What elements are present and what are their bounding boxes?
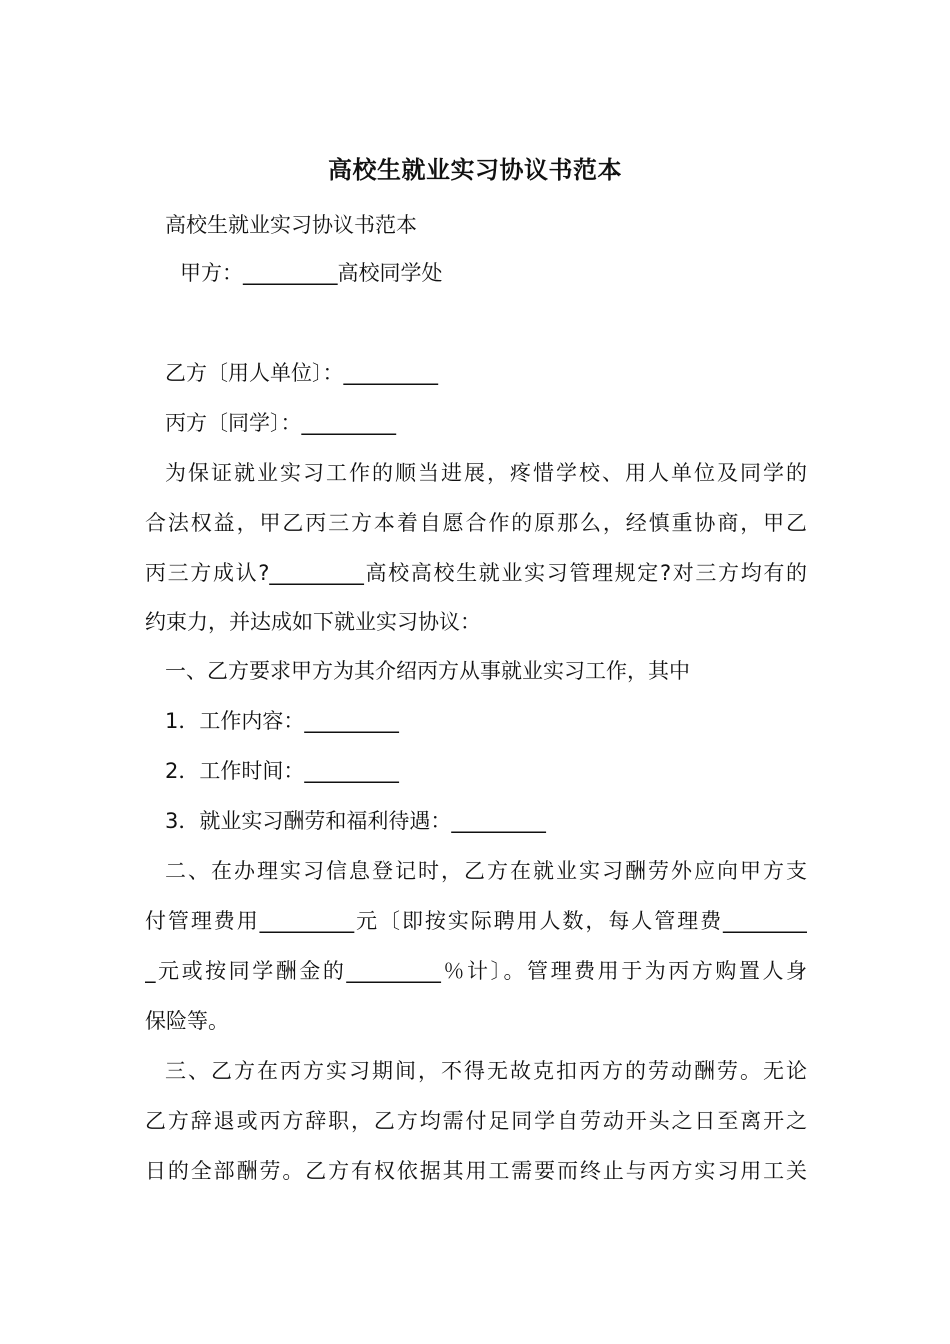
clause-2-line: 二、在办理实习信息登记时，乙方在就业实习酬劳外应向甲方支	[165, 859, 807, 883]
clause-3-line: 日的全部酬劳。乙方有权依据其用工需要而终止与丙方实习用工关	[145, 1159, 807, 1183]
subtitle-line: 高校生就业实习协议书范本	[165, 213, 417, 237]
clause-item-3: 3．就业实习酬劳和福利待遇：_________	[165, 809, 546, 833]
paragraph-line: 合法权益，甲乙丙三方本着自愿合作的原那么，经慎重协商，甲乙	[145, 511, 807, 535]
paragraph-line: 丙三方成认?_________高校高校生就业实习管理规定?对三方均有的	[145, 561, 807, 585]
party-a-line: 甲方：_________高校同学处	[180, 261, 443, 285]
clause-3-line: 三、乙方在丙方实习期间，不得无故克扣丙方的劳动酬劳。无论	[165, 1059, 807, 1083]
clause-2-line: 付管理费用_________元〔即按实际聘用人数，每人管理费________	[145, 909, 807, 933]
clause-item-1: 1．工作内容：_________	[165, 709, 399, 733]
paragraph-line: 为保证就业实习工作的顺当进展，疼惜学校、用人单位及同学的	[165, 461, 807, 485]
clause-3-line: 乙方辞退或丙方辞职，乙方均需付足同学自劳动开头之日至离开之	[145, 1109, 807, 1133]
clause-2-line: _元或按同学酬金的_________％计〕。管理费用于为丙方购置人身	[145, 959, 807, 983]
party-b-line: 乙方〔用人单位〕：_________	[165, 361, 438, 385]
clause-2-line: 保险等。	[145, 1009, 229, 1033]
document-title: 高校生就业实习协议书范本	[328, 156, 622, 184]
party-c-line: 丙方〔同学〕：_________	[165, 411, 396, 435]
paragraph-line: 约束力，并达成如下就业实习协议：	[145, 610, 481, 634]
clause-item-2: 2．工作时间：_________	[165, 759, 399, 783]
clause-1-heading: 一、乙方要求甲方为其介绍丙方从事就业实习工作，其中	[165, 659, 690, 683]
